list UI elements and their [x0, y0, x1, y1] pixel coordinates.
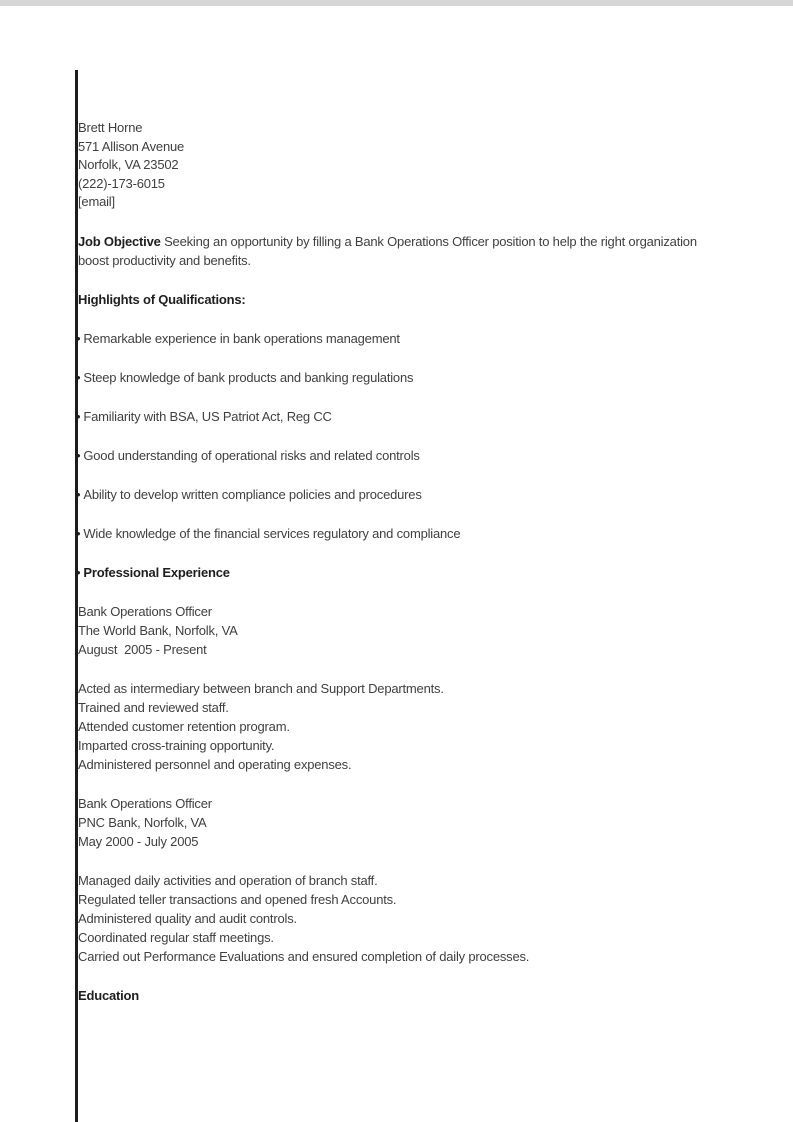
qualification-text: Ability to develop written compliance policies and procedures: [83, 486, 422, 502]
qualification-text: Good understanding of operational risks and related controls: [83, 447, 420, 463]
qualification-item: [78, 407, 728, 426]
objective-text: Seeking an opportunity by filling a Bank Operations Officer position to help the right organization boost productivity and benefits.: [78, 233, 697, 268]
duty-line: Regulated teller transactions and opened fresh Accounts.: [78, 891, 397, 907]
duty-line: Managed daily activities and operation of branch staff.: [78, 872, 378, 888]
bullet-icon: •: [76, 408, 81, 424]
duty-line: Carried out Performance Evaluations and ensured completion of daily processes.: [78, 948, 530, 964]
job-duties: [78, 679, 728, 774]
qualification-item: [78, 446, 728, 465]
qualification-text: Wide knowledge of the financial services regulatory and compliance: [83, 525, 461, 541]
duty-line: Administered quality and audit controls.: [78, 910, 297, 926]
qualification-item: [78, 524, 728, 543]
bullet-icon: •: [76, 564, 81, 580]
job-company: PNC Bank, Norfolk, VA: [78, 814, 207, 830]
experience-heading: Professional Experience: [83, 564, 230, 580]
qualification-text: Remarkable experience in bank operations management: [83, 330, 400, 346]
duty-line: Attended customer retention program.: [78, 718, 290, 734]
qualification-text: Familiarity with BSA, US Patriot Act, Reg CC: [83, 408, 332, 424]
contact-phone: (222)-173-6015: [78, 175, 165, 191]
education-heading: Education: [78, 987, 140, 1003]
qualifications-heading: Highlights of Qualifications:: [78, 291, 246, 307]
duty-line: Imparted cross-training opportunity.: [78, 737, 275, 753]
job-company: The World Bank, Norfolk, VA: [78, 622, 238, 638]
bullet-icon: •: [76, 447, 81, 463]
experience-heading-row: [78, 563, 728, 582]
bullet-icon: •: [76, 330, 81, 346]
qualification-item: [78, 485, 728, 504]
bullet-icon: •: [76, 525, 81, 541]
top-edge-strip: [0, 0, 793, 6]
job-duties: [78, 871, 728, 966]
contact-block: [78, 119, 728, 212]
job-title: Bank Operations Officer: [78, 795, 212, 811]
contact-name: Brett Horne: [78, 120, 143, 135]
qualification-item: [78, 329, 728, 348]
job-block: [78, 602, 728, 659]
objective-label: Job Objective: [78, 233, 161, 249]
contact-city: Norfolk, VA 23502: [78, 157, 179, 172]
bullet-icon: •: [76, 486, 81, 502]
job-dates: August 2005 - Present: [78, 641, 207, 657]
contact-email: [email]: [78, 194, 115, 209]
duty-line: Trained and reviewed staff.: [78, 699, 229, 715]
duty-line: Coordinated regular staff meetings.: [78, 929, 274, 945]
duty-line: Acted as intermediary between branch and Support Departments.: [78, 680, 444, 696]
job-dates: May 2000 - July 2005: [78, 833, 199, 849]
bullet-icon: •: [76, 369, 81, 385]
qualification-text: Steep knowledge of bank products and banking regulations: [83, 369, 414, 385]
duty-line: Administered personnel and operating expenses.: [78, 756, 352, 772]
job-title: Bank Operations Officer: [78, 603, 212, 619]
resume-content: [78, 119, 728, 1005]
contact-street: 571 Allison Avenue: [78, 138, 185, 154]
objective-paragraph: [78, 232, 700, 270]
qualifications-list: [78, 329, 728, 543]
job-block: [78, 794, 728, 851]
qualification-item: [78, 368, 728, 387]
